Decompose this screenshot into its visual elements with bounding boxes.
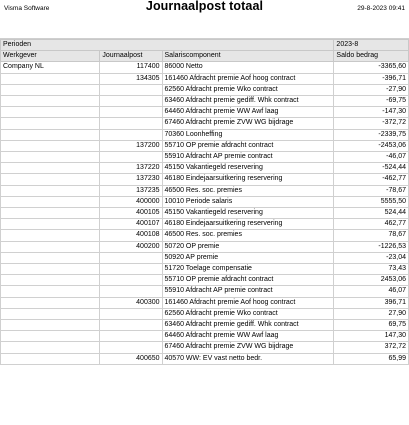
period-value[interactable]: 2023-8 — [334, 40, 409, 51]
salariscomponent-cell[interactable]: 64460 Afdracht premie WW Awf laag — [162, 107, 334, 118]
werkgever-cell[interactable] — [1, 185, 100, 196]
journaalpost-cell[interactable] — [100, 252, 162, 263]
saldo-cell[interactable]: 27,90 — [334, 308, 409, 319]
table-row — [1, 286, 409, 297]
salariscomponent-cell[interactable]: 46500 Res. soc. premies — [162, 230, 334, 241]
werkgever-cell[interactable] — [1, 308, 100, 319]
saldo-cell[interactable]: -3365,60 — [334, 62, 409, 73]
werkgever-cell[interactable] — [1, 230, 100, 241]
journaalpost-cell[interactable]: 400108 — [100, 230, 162, 241]
werkgever-cell[interactable] — [1, 252, 100, 263]
journaalpost-cell[interactable] — [100, 342, 162, 353]
table-row — [1, 208, 409, 219]
table-row — [1, 185, 409, 196]
werkgever-cell[interactable] — [1, 353, 100, 364]
salariscomponent-cell[interactable]: 55710 OP premie afdracht contract — [162, 275, 334, 286]
salariscomponent-cell[interactable]: 55910 Afdracht AP premie contract — [162, 286, 334, 297]
table-row — [1, 84, 409, 95]
salariscomponent-cell[interactable]: 64460 Afdracht premie WW Awf laag — [162, 331, 334, 342]
column-header-journaalpost[interactable]: Journaalpost — [100, 51, 162, 62]
journaalpost-cell[interactable] — [100, 308, 162, 319]
saldo-cell[interactable]: 524,44 — [334, 208, 409, 219]
werkgever-cell[interactable] — [1, 129, 100, 140]
journaalpost-cell[interactable]: 137230 — [100, 174, 162, 185]
table-row — [1, 152, 409, 163]
saldo-cell[interactable]: 69,75 — [334, 320, 409, 331]
werkgever-cell[interactable] — [1, 208, 100, 219]
werkgever-cell[interactable] — [1, 320, 100, 331]
salariscomponent-cell[interactable]: 50920 AP premie — [162, 252, 334, 263]
table-row — [1, 163, 409, 174]
journaalpost-cell[interactable] — [100, 286, 162, 297]
table-row — [1, 219, 409, 230]
salariscomponent-cell[interactable]: 46180 Eindejaarsuitkering reservering — [162, 174, 334, 185]
journal-table — [0, 39, 409, 365]
saldo-cell[interactable]: 65,99 — [334, 353, 409, 364]
werkgever-cell[interactable]: Company NL — [1, 62, 100, 73]
saldo-cell[interactable]: 372,72 — [334, 342, 409, 353]
journaalpost-cell[interactable]: 137200 — [100, 140, 162, 151]
saldo-cell[interactable]: -78,67 — [334, 185, 409, 196]
saldo-cell[interactable]: 46,07 — [334, 286, 409, 297]
table-row — [1, 107, 409, 118]
werkgever-cell[interactable] — [1, 163, 100, 174]
salariscomponent-cell[interactable]: 63460 Afdracht premie gediff. Whk contract — [162, 320, 334, 331]
journaalpost-cell[interactable] — [100, 96, 162, 107]
werkgever-cell[interactable] — [1, 196, 100, 207]
salariscomponent-cell[interactable]: 86000 Netto — [162, 62, 334, 73]
journaalpost-cell[interactable] — [100, 320, 162, 331]
werkgever-cell[interactable] — [1, 342, 100, 353]
column-header-werkgever[interactable]: Werkgever — [1, 51, 100, 62]
salariscomponent-cell[interactable]: 46500 Res. soc. premies — [162, 185, 334, 196]
werkgever-cell[interactable] — [1, 107, 100, 118]
salariscomponent-cell[interactable]: 55910 Afdracht AP premie contract — [162, 152, 334, 163]
werkgever-cell[interactable] — [1, 264, 100, 275]
header-separator — [0, 22, 409, 39]
saldo-cell[interactable]: -1226,53 — [334, 241, 409, 252]
journaalpost-cell[interactable]: 400650 — [100, 353, 162, 364]
table-row — [1, 264, 409, 275]
salariscomponent-cell[interactable]: 45150 Vakantiegeld reservering — [162, 208, 334, 219]
period-row — [1, 40, 409, 51]
table-row — [1, 230, 409, 241]
saldo-cell[interactable]: 5555,50 — [334, 196, 409, 207]
salariscomponent-cell[interactable]: 161460 Afdracht premie Aof hoog contract — [162, 297, 334, 308]
table-row — [1, 140, 409, 151]
journaalpost-cell[interactable] — [100, 275, 162, 286]
table-row — [1, 308, 409, 319]
journaalpost-cell[interactable] — [100, 129, 162, 140]
saldo-cell[interactable]: -2453,06 — [334, 140, 409, 151]
salariscomponent-cell[interactable]: 46180 Eindejaarsuitkering reservering — [162, 219, 334, 230]
werkgever-cell[interactable] — [1, 84, 100, 95]
saldo-cell[interactable]: -69,75 — [334, 96, 409, 107]
salariscomponent-cell[interactable]: 10010 Periode salaris — [162, 196, 334, 207]
werkgever-cell[interactable] — [1, 152, 100, 163]
table-row — [1, 96, 409, 107]
journaalpost-cell[interactable]: 400000 — [100, 196, 162, 207]
table-row — [1, 62, 409, 73]
table-row — [1, 297, 409, 308]
saldo-cell[interactable]: -27,90 — [334, 84, 409, 95]
table-row — [1, 241, 409, 252]
salariscomponent-cell[interactable]: 62560 Afdracht premie Wko contract — [162, 84, 334, 95]
saldo-cell[interactable]: -23,04 — [334, 252, 409, 263]
salariscomponent-cell[interactable]: 67460 Afdracht premie ZVW WG bijdrage — [162, 118, 334, 129]
salariscomponent-cell[interactable]: 45150 Vakantiegeld reservering — [162, 163, 334, 174]
column-header-salariscomponent[interactable]: Salariscomponent — [162, 51, 334, 62]
saldo-cell[interactable]: -524,44 — [334, 163, 409, 174]
table-row — [1, 196, 409, 207]
saldo-cell[interactable]: 396,71 — [334, 297, 409, 308]
saldo-cell[interactable]: 2453,06 — [334, 275, 409, 286]
journaalpost-cell[interactable]: 400200 — [100, 241, 162, 252]
werkgever-cell[interactable] — [1, 174, 100, 185]
saldo-cell[interactable]: -2339,75 — [334, 129, 409, 140]
journaalpost-cell[interactable]: 400300 — [100, 297, 162, 308]
werkgever-cell[interactable] — [1, 297, 100, 308]
column-header-row — [1, 51, 409, 62]
report-datetime: 29-8-2023 09:41 — [357, 5, 405, 12]
werkgever-cell[interactable] — [1, 118, 100, 129]
salariscomponent-cell[interactable]: 55710 OP premie afdracht contract — [162, 140, 334, 151]
period-label[interactable]: Perioden — [1, 40, 334, 51]
salariscomponent-cell[interactable]: 63460 Afdracht premie gediff. Whk contract — [162, 96, 334, 107]
report-title: Journaalpost totaal — [145, 0, 264, 13]
salariscomponent-cell[interactable]: 51720 Toelage compensatie — [162, 264, 334, 275]
table-row — [1, 129, 409, 140]
table-row — [1, 174, 409, 185]
salariscomponent-cell[interactable]: 62560 Afdracht premie Wko contract — [162, 308, 334, 319]
table-row — [1, 342, 409, 353]
journaalpost-cell[interactable]: 134305 — [100, 73, 162, 84]
column-header-saldo[interactable]: Saldo bedrag — [334, 51, 409, 62]
salariscomponent-cell[interactable]: 161460 Afdracht premie Aof hoog contract — [162, 73, 334, 84]
saldo-cell[interactable]: 147,30 — [334, 331, 409, 342]
journaalpost-cell[interactable]: 137235 — [100, 185, 162, 196]
saldo-cell[interactable]: 73,43 — [334, 264, 409, 275]
table-row — [1, 73, 409, 84]
salariscomponent-cell[interactable]: 40570 WW: EV vast netto bedr. — [162, 353, 334, 364]
saldo-cell[interactable]: -396,71 — [334, 73, 409, 84]
werkgever-cell[interactable] — [1, 219, 100, 230]
saldo-cell[interactable]: -462,77 — [334, 174, 409, 185]
table-row — [1, 331, 409, 342]
werkgever-cell[interactable] — [1, 241, 100, 252]
journaalpost-cell[interactable] — [100, 107, 162, 118]
journaalpost-cell[interactable] — [100, 118, 162, 129]
werkgever-cell[interactable] — [1, 275, 100, 286]
saldo-cell[interactable]: -147,30 — [334, 107, 409, 118]
werkgever-cell[interactable] — [1, 73, 100, 84]
salariscomponent-cell[interactable]: 50720 OP premie — [162, 241, 334, 252]
journaalpost-cell[interactable] — [100, 264, 162, 275]
table-row — [1, 353, 409, 364]
journaalpost-cell[interactable]: 117400 — [100, 62, 162, 73]
saldo-cell[interactable]: -372,72 — [334, 118, 409, 129]
table-row — [1, 320, 409, 331]
salariscomponent-cell[interactable]: 70360 Loonheffing — [162, 129, 334, 140]
journaalpost-cell[interactable] — [100, 84, 162, 95]
journaalpost-cell[interactable] — [100, 331, 162, 342]
table-row — [1, 118, 409, 129]
werkgever-cell[interactable] — [1, 331, 100, 342]
journaalpost-cell[interactable]: 400105 — [100, 208, 162, 219]
journaalpost-cell[interactable] — [100, 152, 162, 163]
company-name: Visma Software — [4, 5, 50, 12]
werkgever-cell[interactable] — [1, 286, 100, 297]
report-header — [0, 0, 409, 22]
saldo-cell[interactable]: -46,07 — [334, 152, 409, 163]
salariscomponent-cell[interactable]: 67460 Afdracht premie ZVW WG bijdrage — [162, 342, 334, 353]
werkgever-cell[interactable] — [1, 140, 100, 151]
saldo-cell[interactable]: 78,67 — [334, 230, 409, 241]
table-row — [1, 275, 409, 286]
werkgever-cell[interactable] — [1, 96, 100, 107]
journaalpost-cell[interactable]: 137220 — [100, 163, 162, 174]
journaalpost-cell[interactable]: 400107 — [100, 219, 162, 230]
saldo-cell[interactable]: 462,77 — [334, 219, 409, 230]
table-row — [1, 252, 409, 263]
